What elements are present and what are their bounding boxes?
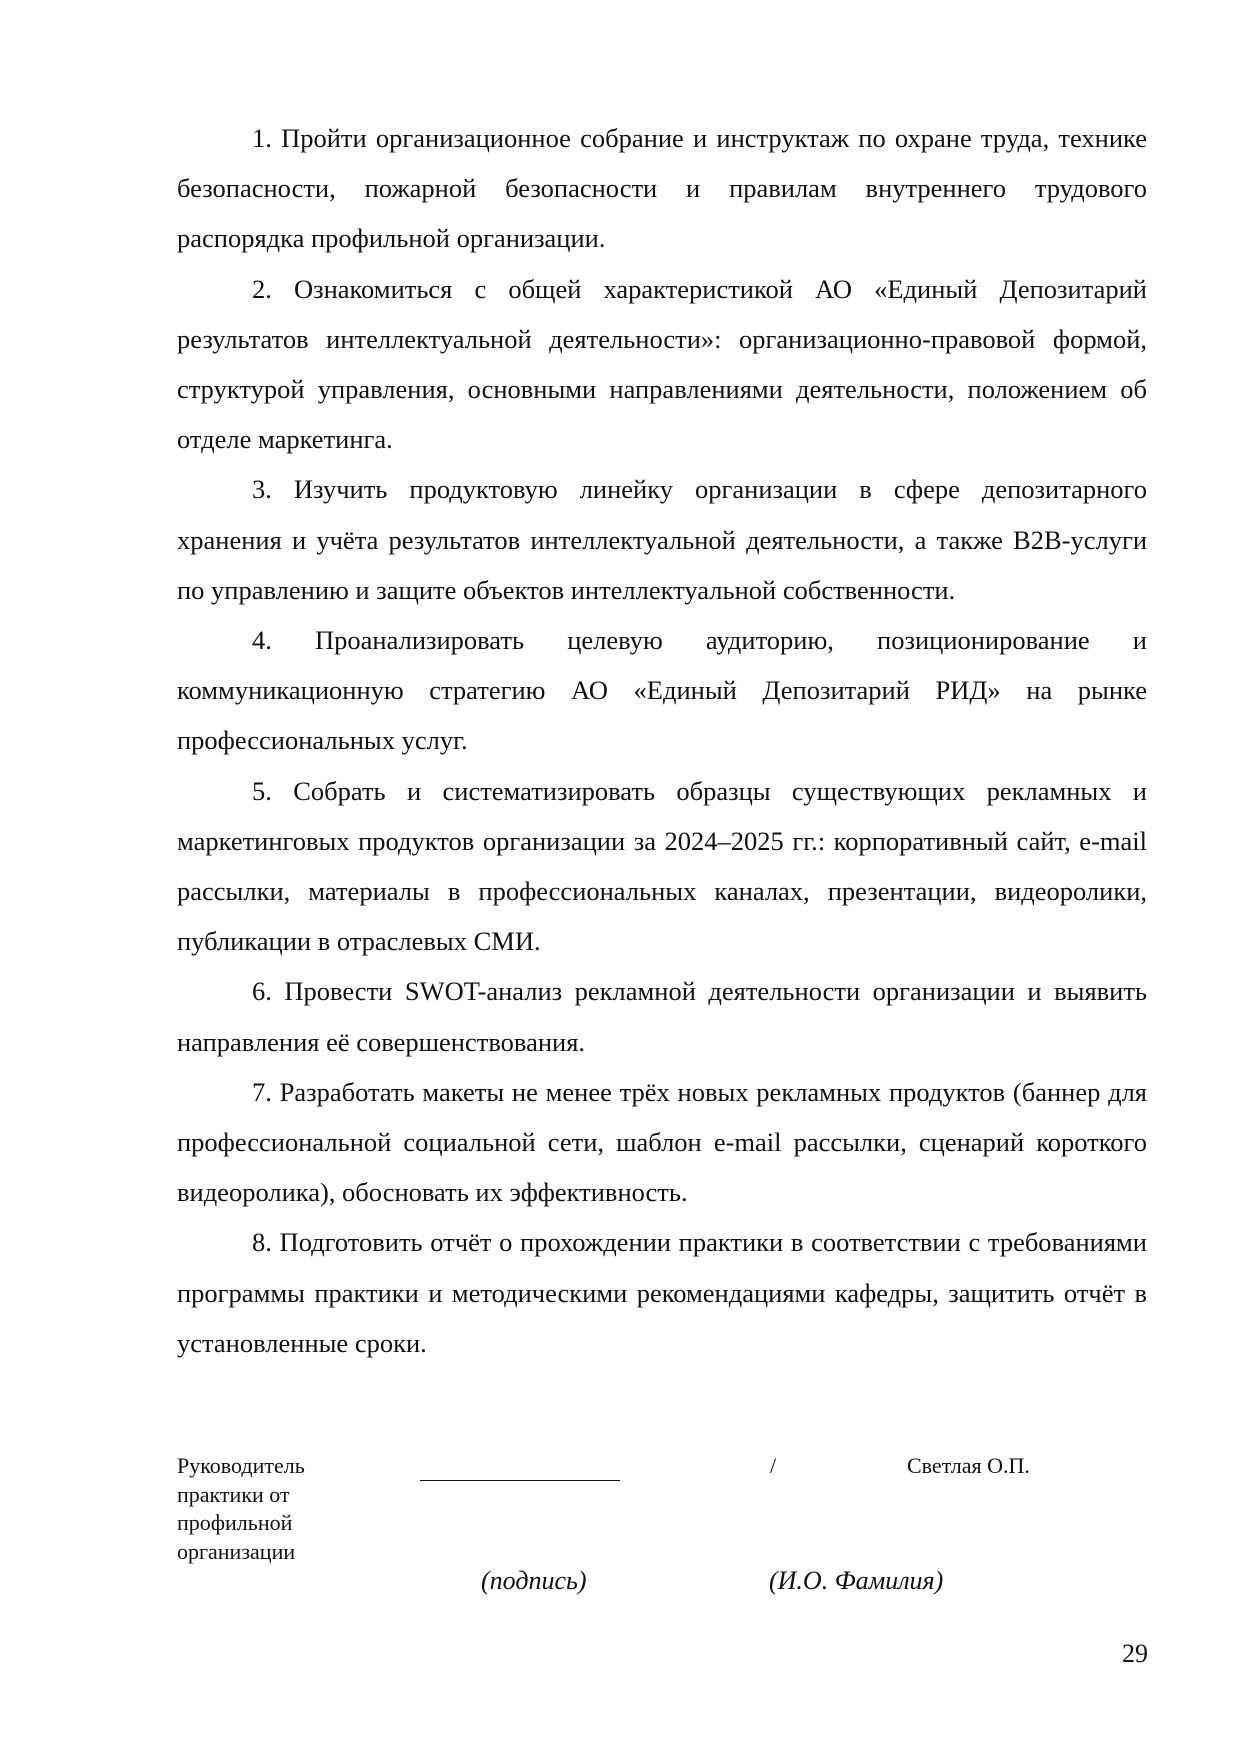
task-item-2: 2. Ознакомиться с общей характеристикой АО «Единый Депозитарий результатов интеллектуальной деятельности»: организационно-правовой формой, структурой управления, основными направлениями деятельности, положением об отделе маркетинга. bbox=[177, 273, 1147, 455]
page-number: 29 bbox=[1122, 1639, 1148, 1668]
supervisor-role-line: профильной bbox=[177, 1510, 293, 1535]
supervisor-name: Светлая О.П. bbox=[907, 1453, 1030, 1478]
signature-separator: / bbox=[770, 1453, 777, 1478]
supervisor-role-line: организации bbox=[177, 1538, 296, 1564]
supervisor-role-line: практики от bbox=[177, 1481, 290, 1507]
supervisor-role-line: Руководитель bbox=[177, 1453, 305, 1478]
supervisor-role bbox=[177, 1452, 347, 1566]
signature-line bbox=[420, 1480, 620, 1481]
task-item-8: 8. Подготовить отчёт о прохождении практики в соответствии с требованиями программы практики и методическими рекомендациями кафедры, защитить отчёт в установленные сроки. bbox=[177, 1227, 1147, 1358]
name-caption: (И.О. Фамилия) bbox=[769, 1566, 944, 1595]
task-list bbox=[177, 113, 1147, 1368]
task-item-1: 1. Пройти организационное собрание и инструктаж по охране труда, технике безопасности, пожарной безопасности и правилам внутреннего трудового распорядка профильной организации. bbox=[177, 123, 1147, 254]
task-item-7: 7. Разработать макеты не менее трёх новых рекламных продуктов (баннер для профессиональной социальной сети, шаблон e-mail рассылки, сценарий короткого видеоролика), обосновать их эффективность. bbox=[177, 1076, 1147, 1208]
task-item-3: 3. Изучить продуктовую линейку организации в сфере депозитарного хранения и учёта результатов интеллектуальной деятельности, а также B2B-услуги по управлению и защите объектов интеллектуальной собственности. bbox=[177, 474, 1147, 605]
signature-caption: (подпись) bbox=[481, 1566, 587, 1595]
task-item-5: 5. Собрать и систематизировать образцы существующих рекламных и маркетинговых продуктов организации за 2024–2025 гг.: корпоративный сайт, e-mail рассылки, материалы в профессиональных каналах, презентации, видеоролики, публикации в отраслевых СМИ. bbox=[177, 775, 1147, 957]
task-item-6: 6. Провести SWOT-анализ рекламной деятельности организации и выявить направления её совершенствования. bbox=[177, 976, 1147, 1057]
task-item-4: 4. Проанализировать целевую аудиторию, позиционирование и коммуникационную стратегию АО «Единый Депозитарий РИД» на рынке профессиональных услуг. bbox=[177, 625, 1147, 756]
signature-block bbox=[177, 1452, 1147, 1602]
